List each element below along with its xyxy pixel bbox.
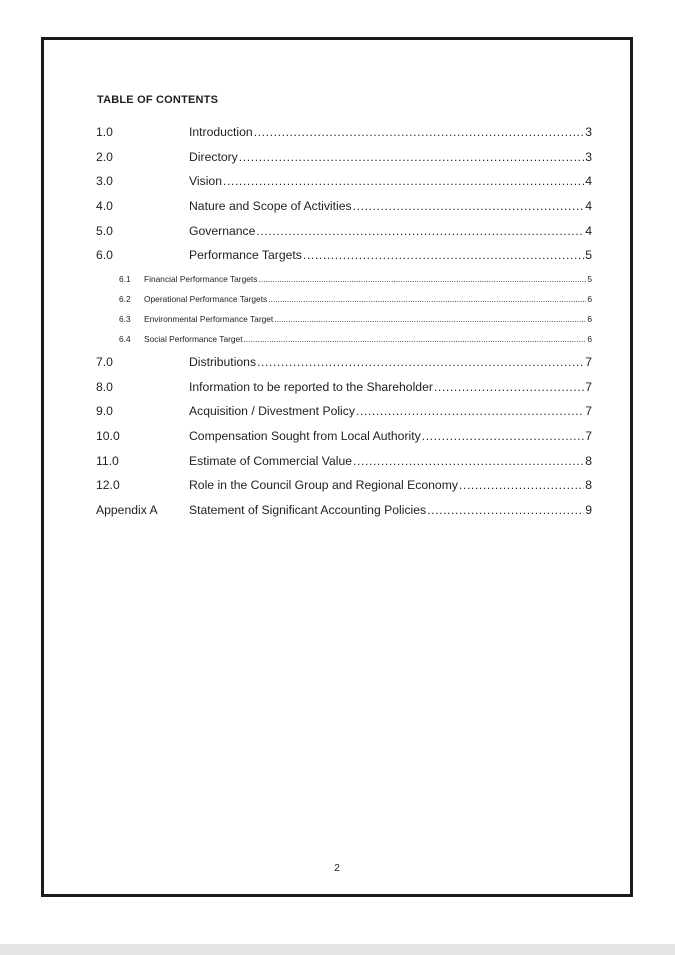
toc-entry-page: 5 bbox=[587, 274, 592, 284]
viewer-bottom-edge bbox=[0, 944, 675, 955]
toc-entry-number: 2.0 bbox=[96, 150, 113, 164]
toc-entry[interactable] bbox=[96, 429, 592, 443]
toc-entry-number: 9.0 bbox=[96, 404, 113, 418]
page-number: 2 bbox=[334, 862, 340, 874]
toc-entry-title: Statement of Significant Accounting Policies bbox=[189, 503, 427, 517]
toc-entry-page: 4 bbox=[585, 199, 592, 213]
toc-entry-title: Estimate of Commercial Value bbox=[189, 454, 353, 468]
dot-leader bbox=[427, 503, 584, 517]
toc-entry[interactable] bbox=[96, 478, 592, 492]
toc-entry-page: 4 bbox=[585, 174, 592, 188]
toc-entry-title: Operational Performance Targets bbox=[144, 294, 268, 304]
toc-entry-number: 6.4 bbox=[119, 334, 131, 344]
toc-entry-number: 7.0 bbox=[96, 355, 113, 369]
toc-entry-number: 4.0 bbox=[96, 199, 113, 213]
toc-entry-page: 8 bbox=[585, 478, 592, 492]
dot-leader bbox=[244, 334, 587, 344]
toc-entry-page: 6 bbox=[587, 334, 592, 344]
toc-entry-title: Governance bbox=[189, 224, 256, 238]
toc-entry[interactable] bbox=[96, 150, 592, 164]
toc-entry[interactable] bbox=[96, 380, 592, 394]
toc-entry[interactable] bbox=[96, 174, 592, 188]
dot-leader bbox=[254, 125, 585, 139]
toc-subentry[interactable] bbox=[96, 294, 592, 304]
dot-leader bbox=[434, 380, 584, 394]
toc-entry-page: 8 bbox=[585, 454, 592, 468]
toc-entry[interactable] bbox=[96, 503, 592, 517]
toc-entry-page: 3 bbox=[585, 125, 592, 139]
dot-leader bbox=[239, 150, 584, 164]
toc-entry-number: 5.0 bbox=[96, 224, 113, 238]
dot-leader bbox=[223, 174, 584, 188]
toc-entry-title: Compensation Sought from Local Authority bbox=[189, 429, 421, 443]
dot-leader bbox=[303, 248, 584, 262]
toc-entry-title: Directory bbox=[189, 150, 238, 164]
toc-entry-page: 5 bbox=[585, 248, 592, 262]
toc-heading: TABLE OF CONTENTS bbox=[97, 94, 219, 106]
toc-entry-number: 8.0 bbox=[96, 380, 113, 394]
toc-entry-title: Environmental Performance Target bbox=[144, 314, 274, 324]
dot-leader bbox=[256, 224, 584, 238]
toc-entry-title: Social Performance Target bbox=[144, 334, 243, 344]
dot-leader bbox=[422, 429, 585, 443]
dot-leader bbox=[353, 199, 585, 213]
toc-entry[interactable] bbox=[96, 125, 592, 139]
toc-entry-page: 6 bbox=[587, 294, 592, 304]
toc-entry-title: Nature and Scope of Activities bbox=[189, 199, 352, 213]
toc-entry[interactable] bbox=[96, 248, 592, 262]
dot-leader bbox=[459, 478, 584, 492]
dot-leader bbox=[353, 454, 584, 468]
toc-entry-title: Financial Performance Targets bbox=[144, 274, 258, 284]
toc-subentry[interactable] bbox=[96, 334, 592, 344]
dot-leader bbox=[258, 274, 586, 284]
toc-entry-number: 3.0 bbox=[96, 174, 113, 188]
toc-entry[interactable] bbox=[96, 355, 592, 369]
toc-entry-number: 1.0 bbox=[96, 125, 113, 139]
toc-entry[interactable] bbox=[96, 454, 592, 468]
toc-entry-number: 6.1 bbox=[119, 274, 131, 284]
toc-entry-page: 7 bbox=[585, 355, 592, 369]
toc-entry[interactable] bbox=[96, 199, 592, 213]
dot-leader bbox=[257, 355, 584, 369]
toc-entry-title: Performance Targets bbox=[189, 248, 302, 262]
toc-subentry[interactable] bbox=[96, 314, 592, 324]
toc-subentry[interactable] bbox=[96, 274, 592, 284]
toc-entry-title: Vision bbox=[189, 174, 222, 188]
toc-entry-number: 6.3 bbox=[119, 314, 131, 324]
toc-entry-page: 7 bbox=[585, 429, 592, 443]
toc-entry-page: 3 bbox=[585, 150, 592, 164]
toc-entry-title: Information to be reported to the Shareholder bbox=[189, 380, 433, 394]
toc-entry-title: Distributions bbox=[189, 355, 257, 369]
toc-entry-number: 10.0 bbox=[96, 429, 120, 443]
toc-entry-number: 6.2 bbox=[119, 294, 131, 304]
toc-entry-page: 4 bbox=[585, 224, 592, 238]
toc-entry-page: 9 bbox=[585, 503, 592, 517]
toc-entry-title: Introduction bbox=[189, 125, 253, 139]
dot-leader bbox=[274, 314, 586, 324]
toc-entry-title: Acquisition / Divestment Policy bbox=[189, 404, 355, 418]
toc-entry-page: 7 bbox=[585, 404, 592, 418]
toc-entry-number: 12.0 bbox=[96, 478, 120, 492]
dot-leader bbox=[268, 294, 586, 304]
toc-entry[interactable] bbox=[96, 224, 592, 238]
toc-entry[interactable] bbox=[96, 404, 592, 418]
toc-entry-title: Role in the Council Group and Regional Economy bbox=[189, 478, 458, 492]
dot-leader bbox=[356, 404, 584, 418]
toc-entry-number: 11.0 bbox=[96, 454, 119, 468]
toc-entry-page: 7 bbox=[585, 380, 592, 394]
toc-entry-number: 6.0 bbox=[96, 248, 113, 262]
toc-entry-number: Appendix A bbox=[96, 503, 158, 517]
toc-entry-page: 6 bbox=[587, 314, 592, 324]
document-page bbox=[41, 37, 633, 897]
